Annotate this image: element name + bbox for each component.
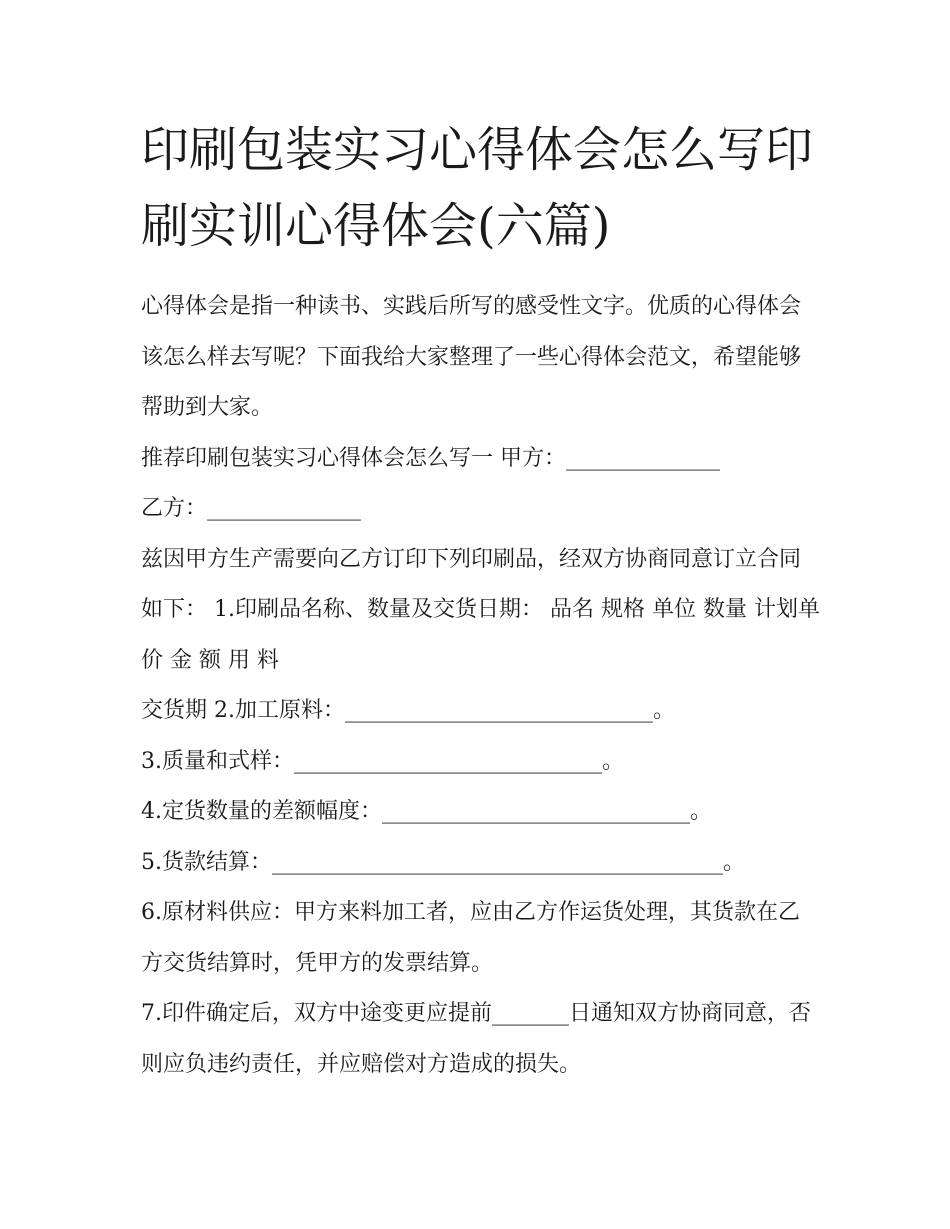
- document-page: [141, 112, 821, 1090]
- clause-4: 4.定货数量的差额幅度：____________________________。: [141, 799, 712, 824]
- party-a-line: 推荐印刷包装实习心得体会怎么写一 甲方：______________: [141, 445, 720, 471]
- clause-6: 6.原材料供应：甲方来料加工者，应由乙方作运货处理，其货款在乙方交货结算时，凭甲方的发票结算。: [141, 900, 800, 976]
- document-title: 印刷包装实习心得体会怎么写印刷实训心得体会(六篇): [141, 122, 814, 254]
- contract-preamble: 兹因甲方生产需要向乙方订印下列印刷品，经双方协商同意订立合同如下： 1.印刷品名称、数量及交货日期： 品名 规格 单位 数量 计划单价 金 额 用 料: [141, 546, 820, 673]
- clause-3: 3.质量和式样：____________________________。: [141, 748, 624, 774]
- clause-5: 5.货款结算：_________________________________________。: [141, 849, 745, 875]
- clause-2: 交货期 2.加工原料：____________________________。: [141, 698, 675, 723]
- clause-7: 7.印件确定后，双方中途变更应提前_______日通知双方协商同意，否则应负违约责任，并应赔偿对方造成的损失。: [141, 1001, 811, 1077]
- party-b-line: 乙方：______________: [141, 496, 362, 521]
- intro-paragraph: 心得体会是指一种读书、实践后所写的感受性文字。优质的心得体会该怎么样去写呢？下面我给大家整理了一些心得体会范文，希望能够帮助到大家。: [141, 294, 802, 420]
